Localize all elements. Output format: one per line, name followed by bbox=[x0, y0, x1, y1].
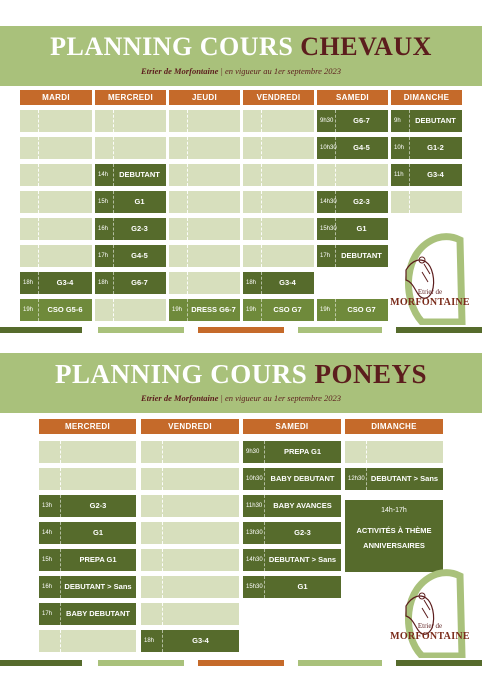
schedule-cell bbox=[243, 272, 314, 294]
cell-label bbox=[411, 191, 460, 213]
day-header-samedi: SAMEDI bbox=[243, 419, 341, 434]
day-header-vendredi: VENDREDI bbox=[243, 90, 314, 105]
schedule-cell bbox=[243, 522, 341, 544]
cell-label: DEBUTANT > Sans bbox=[64, 582, 132, 591]
cell-time bbox=[243, 191, 262, 213]
schedule-cell bbox=[391, 110, 462, 132]
cell-label bbox=[164, 549, 237, 571]
cell-time: 9h bbox=[391, 110, 410, 132]
cell-time: 9h30 bbox=[317, 110, 336, 132]
schedule-cell bbox=[391, 164, 462, 186]
day-header-mercredi: MERCREDI bbox=[95, 90, 166, 105]
cell-label bbox=[115, 110, 164, 132]
cell-label: G4-5 bbox=[353, 143, 370, 152]
divider-bar bbox=[198, 327, 284, 333]
cell-label bbox=[368, 441, 441, 463]
cell-label: CSO G5-6 bbox=[47, 305, 83, 314]
cell-label bbox=[40, 164, 90, 186]
cell-time: 9h30 bbox=[243, 441, 265, 463]
cell-label: G1 bbox=[356, 224, 367, 233]
cell-time bbox=[243, 218, 262, 240]
cell-time: 19h bbox=[169, 299, 188, 321]
cell-time bbox=[169, 137, 188, 159]
schedule-cell bbox=[169, 299, 240, 321]
cell-label: G1-2 bbox=[427, 143, 444, 152]
cell-time bbox=[169, 245, 188, 267]
cell-time: 16h bbox=[95, 218, 114, 240]
cell-time: 10h bbox=[391, 137, 410, 159]
cell-label bbox=[62, 630, 134, 652]
schedule-cell bbox=[317, 164, 388, 186]
schedule-cell bbox=[141, 603, 239, 625]
day-header-dimanche: DIMANCHE bbox=[391, 90, 462, 105]
cell-label bbox=[263, 218, 312, 240]
schedule-cell bbox=[317, 191, 388, 213]
schedule-cell bbox=[243, 164, 314, 186]
cell-time: 18h bbox=[95, 272, 114, 294]
cell-label bbox=[164, 576, 237, 598]
day-header-samedi: SAMEDI bbox=[317, 90, 388, 105]
schedule-cell bbox=[95, 191, 166, 213]
cell-time: 14h bbox=[95, 164, 114, 186]
schedule-cell bbox=[141, 522, 239, 544]
cell-time bbox=[95, 137, 114, 159]
cell-label bbox=[40, 191, 90, 213]
day-header-vendredi: VENDREDI bbox=[141, 419, 239, 434]
divider-bar bbox=[98, 660, 184, 666]
cell-time: 14h bbox=[39, 522, 61, 544]
cell-time bbox=[169, 272, 188, 294]
cell-time: 13h30 bbox=[243, 522, 265, 544]
cell-label bbox=[263, 110, 312, 132]
cell-time: 11h bbox=[391, 164, 410, 186]
schedule-cell bbox=[243, 245, 314, 267]
cell-time bbox=[141, 576, 163, 598]
cell-time bbox=[141, 495, 163, 517]
cell-label bbox=[40, 137, 90, 159]
cell-time: 12h30 bbox=[345, 468, 367, 490]
cell-label bbox=[164, 522, 237, 544]
cell-time bbox=[20, 191, 39, 213]
cell-time bbox=[20, 164, 39, 186]
schedule-cell bbox=[39, 495, 136, 517]
cell-time bbox=[169, 110, 188, 132]
schedule-cell bbox=[317, 299, 388, 321]
cell-label bbox=[337, 164, 386, 186]
cell-label: G3-4 bbox=[56, 278, 74, 287]
cell-label bbox=[40, 218, 90, 240]
cell-label bbox=[115, 137, 164, 159]
cell-time bbox=[20, 137, 39, 159]
cell-label bbox=[40, 245, 90, 267]
schedule-cell bbox=[141, 576, 239, 598]
schedule-cell bbox=[95, 245, 166, 267]
day-header-mardi: MARDI bbox=[20, 90, 92, 105]
schedule-cell bbox=[243, 218, 314, 240]
day-header-jeudi: JEUDI bbox=[169, 90, 240, 105]
schedule-cell bbox=[243, 576, 341, 598]
schedule-cell bbox=[243, 191, 314, 213]
activities-time: 14h-17h bbox=[381, 507, 407, 514]
cell-time bbox=[169, 191, 188, 213]
schedule-cell bbox=[39, 441, 136, 463]
schedule-cell bbox=[39, 576, 136, 598]
schedule-cell bbox=[243, 549, 341, 571]
cell-time bbox=[317, 164, 336, 186]
cell-label bbox=[62, 468, 134, 490]
cell-label: G3-4 bbox=[279, 278, 296, 287]
schedule-cell bbox=[20, 245, 92, 267]
schedule-cell bbox=[141, 630, 239, 652]
cell-label: DEBUTANT bbox=[341, 251, 382, 260]
schedule-cell bbox=[39, 468, 136, 490]
cell-time bbox=[20, 110, 39, 132]
cell-label: PREPA G1 bbox=[283, 447, 322, 456]
schedule-cell bbox=[95, 272, 166, 294]
schedule-cell bbox=[141, 549, 239, 571]
schedule-cell bbox=[317, 137, 388, 159]
schedule-cell bbox=[95, 110, 166, 132]
schedule-cell bbox=[141, 495, 239, 517]
schedule-cell bbox=[95, 299, 166, 321]
schedule-cell bbox=[141, 468, 239, 490]
cell-time bbox=[20, 218, 39, 240]
divider-bar bbox=[396, 327, 482, 333]
cell-label: DRESS G6-7 bbox=[191, 305, 236, 314]
horse-rider-logo-icon bbox=[392, 566, 468, 658]
schedule-cell bbox=[20, 191, 92, 213]
schedule-cell bbox=[345, 441, 443, 463]
logo-line2: MORFONTAINE bbox=[390, 631, 470, 642]
cell-time bbox=[243, 245, 262, 267]
cell-time: 19h bbox=[243, 299, 262, 321]
cell-time: 13h bbox=[39, 495, 61, 517]
cell-label bbox=[62, 441, 134, 463]
cell-label: G2-3 bbox=[353, 197, 370, 206]
cell-label bbox=[263, 245, 312, 267]
cell-time: 14h30 bbox=[317, 191, 336, 213]
cell-time bbox=[95, 299, 114, 321]
divider-bar bbox=[0, 327, 82, 333]
schedule-cell bbox=[243, 468, 341, 490]
cell-label: G2-3 bbox=[89, 501, 107, 510]
schedule-cell bbox=[20, 218, 92, 240]
cell-time bbox=[39, 441, 61, 463]
cell-label: BABY DEBUTANT bbox=[270, 474, 335, 483]
logo-line1: Etrier de bbox=[417, 622, 443, 630]
cell-label: G4-5 bbox=[131, 251, 148, 260]
cell-time: 18h bbox=[20, 272, 39, 294]
schedule-cell bbox=[95, 164, 166, 186]
cell-time: 17h bbox=[317, 245, 336, 267]
cell-label: PREPA G1 bbox=[79, 555, 117, 564]
divider-bar bbox=[298, 327, 382, 333]
cell-label bbox=[189, 137, 238, 159]
cell-time: 15h30 bbox=[243, 576, 265, 598]
cell-time: 18h bbox=[141, 630, 163, 652]
cell-time bbox=[39, 630, 61, 652]
cell-time: 18h bbox=[243, 272, 262, 294]
cell-label: CSO G7 bbox=[273, 305, 302, 314]
cell-label bbox=[115, 299, 164, 321]
cell-time: 15h bbox=[95, 191, 114, 213]
schedule-cell bbox=[317, 218, 388, 240]
cell-label: G2-3 bbox=[131, 224, 148, 233]
schedule-cell bbox=[243, 299, 314, 321]
cell-label: BABY AVANCES bbox=[273, 501, 332, 510]
cell-label bbox=[189, 245, 238, 267]
cell-label: CSO G7 bbox=[347, 305, 376, 314]
cell-time: 14h30 bbox=[243, 549, 265, 571]
cell-time bbox=[141, 549, 163, 571]
schedule-cell bbox=[169, 245, 240, 267]
schedule-cell bbox=[39, 603, 136, 625]
divider-bar bbox=[98, 327, 184, 333]
schedule-cell bbox=[169, 110, 240, 132]
cell-time bbox=[169, 164, 188, 186]
cell-time bbox=[141, 468, 163, 490]
cell-time bbox=[141, 522, 163, 544]
cell-label: G1 bbox=[92, 528, 103, 537]
schedule-cell bbox=[169, 272, 240, 294]
day-header-dimanche: DIMANCHE bbox=[345, 419, 443, 434]
cell-time bbox=[141, 603, 163, 625]
cell-time: 16h bbox=[39, 576, 61, 598]
schedule-cell bbox=[243, 110, 314, 132]
schedule-cell bbox=[169, 191, 240, 213]
schedule-cell bbox=[169, 137, 240, 159]
cell-time bbox=[391, 191, 410, 213]
cell-label bbox=[189, 272, 238, 294]
schedule-cell bbox=[317, 245, 388, 267]
cell-time bbox=[243, 164, 262, 186]
cell-label bbox=[263, 137, 312, 159]
cell-label bbox=[189, 191, 238, 213]
poneys-title: PLANNING COURS PONEYS bbox=[54, 359, 428, 389]
cell-label: DEBUTANT > Sans bbox=[268, 555, 337, 564]
club-logo bbox=[392, 566, 468, 658]
cell-time: 19h bbox=[317, 299, 336, 321]
club-logo bbox=[392, 230, 468, 325]
schedule-cell bbox=[317, 110, 388, 132]
divider-bar bbox=[298, 660, 382, 666]
cell-time bbox=[243, 110, 262, 132]
schedule-cell bbox=[391, 191, 462, 213]
divider-bar bbox=[198, 660, 284, 666]
cell-label bbox=[164, 441, 237, 463]
schedule-cell bbox=[20, 299, 92, 321]
cell-time: 10h30 bbox=[317, 137, 336, 159]
cell-time: 19h bbox=[20, 299, 39, 321]
cell-time bbox=[95, 110, 114, 132]
cell-label: BABY DEBUTANT bbox=[66, 609, 130, 618]
cell-time bbox=[39, 468, 61, 490]
cell-label bbox=[189, 110, 238, 132]
chevaux-banner bbox=[0, 26, 482, 86]
cell-label bbox=[263, 164, 312, 186]
chevaux-title: PLANNING COURS CHEVAUX bbox=[50, 32, 432, 61]
cell-label bbox=[164, 603, 237, 625]
schedule-cell bbox=[391, 137, 462, 159]
cell-label: G1 bbox=[297, 582, 308, 591]
cell-time bbox=[20, 245, 39, 267]
schedule-cell bbox=[243, 441, 341, 463]
schedule-cell bbox=[20, 110, 92, 132]
cell-label: G6-7 bbox=[131, 278, 148, 287]
cell-label bbox=[263, 191, 312, 213]
day-header-mercredi: MERCREDI bbox=[39, 419, 136, 434]
activities-label: ACTIVITÉS À THÈME bbox=[356, 526, 432, 535]
cell-label: G1 bbox=[134, 197, 145, 206]
schedule-cell bbox=[39, 549, 136, 571]
cell-time: 10h30 bbox=[243, 468, 265, 490]
cell-label: DEBUTANT bbox=[415, 116, 456, 125]
cell-label: DEBUTANT bbox=[119, 170, 160, 179]
cell-time bbox=[243, 137, 262, 159]
schedule-cell bbox=[20, 272, 92, 294]
chevaux-subtitle: Etrier de Morfontaine | en vigueur au 1er septembre 2023 bbox=[140, 66, 342, 76]
activities-label: ANNIVERSAIRES bbox=[363, 541, 425, 550]
schedule-cell bbox=[20, 164, 92, 186]
activities-block bbox=[345, 500, 443, 572]
schedule-cell bbox=[39, 630, 136, 652]
cell-time bbox=[345, 441, 367, 463]
cell-time bbox=[169, 218, 188, 240]
schedule-cell bbox=[169, 218, 240, 240]
divider-bar bbox=[0, 660, 82, 666]
schedule-cell bbox=[243, 137, 314, 159]
cell-time: 11h30 bbox=[243, 495, 265, 517]
cell-time: 17h bbox=[39, 603, 61, 625]
cell-label bbox=[189, 218, 238, 240]
logo-line2: MORFONTAINE bbox=[390, 297, 470, 308]
horse-rider-logo-icon bbox=[392, 230, 468, 325]
poneys-banner bbox=[0, 353, 482, 413]
cell-label: G3-4 bbox=[427, 170, 444, 179]
cell-label bbox=[164, 495, 237, 517]
cell-label: G6-7 bbox=[353, 116, 370, 125]
logo-line1: Etrier de bbox=[417, 288, 443, 296]
cell-label bbox=[189, 164, 238, 186]
schedule-cell bbox=[345, 468, 443, 490]
cell-label: G3-4 bbox=[192, 636, 209, 645]
cell-time: 15h bbox=[39, 549, 61, 571]
schedule-cell bbox=[141, 441, 239, 463]
poneys-subtitle: Etrier de Morfontaine | en vigueur au 1er septembre 2023 bbox=[140, 393, 342, 403]
cell-time bbox=[141, 441, 163, 463]
divider-bar bbox=[396, 660, 482, 666]
cell-time: 15h30 bbox=[317, 218, 336, 240]
schedule-cell bbox=[243, 495, 341, 517]
cell-label: DEBUTANT > Sans bbox=[370, 474, 439, 483]
schedule-cell bbox=[95, 137, 166, 159]
cell-label bbox=[40, 110, 90, 132]
schedule-cell bbox=[20, 137, 92, 159]
cell-label: G2-3 bbox=[294, 528, 311, 537]
cell-label bbox=[164, 468, 237, 490]
schedule-cell bbox=[39, 522, 136, 544]
schedule-cell bbox=[95, 218, 166, 240]
schedule-cell bbox=[169, 164, 240, 186]
cell-time: 17h bbox=[95, 245, 114, 267]
